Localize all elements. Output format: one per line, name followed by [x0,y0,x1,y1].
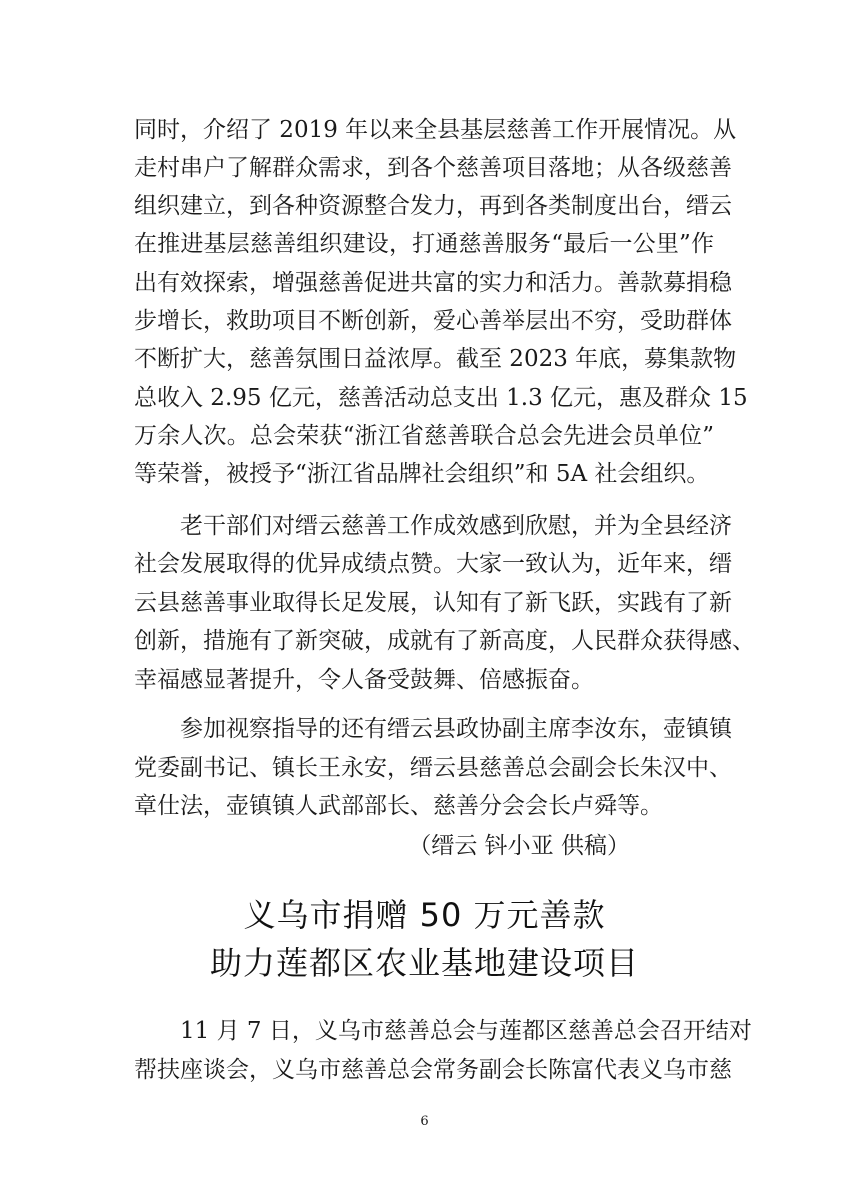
body-text-line: 幸福感显著提升，令人备受鼓舞、倍感振奋。 [134,667,594,693]
body-text-line: 党委副书记、镇长王永安，缙云县慈善总会副会长朱汉中、 [134,755,732,781]
body-text-line: 参加视察指导的还有缙云县政协副主席李汝东，壶镇镇 [180,716,732,742]
body-text-line: 总收入 2.95 亿元，慈善活动总支出 1.3 亿元，惠及群众 15 [134,385,748,411]
body-text-line: 组织建立，到各种资源整合发力，再到各类制度出台，缙云 [134,193,732,219]
page-number: 6 [420,1114,429,1129]
body-text-line: 社会发展取得的优异成绩点赞。大家一致认为，近年来，缙 [134,551,732,577]
article-title-line-1: 义乌市捐赠 50 万元善款 [243,896,606,934]
body-text-line: 11 月 7 日，义乌市慈善总会与莲都区慈善总会召开结对 [180,1018,752,1044]
body-text-line: 同时，介绍了 2019 年以来全县基层慈善工作开展情况。从 [134,117,737,143]
article-attribution: （缙云 钭小亚 供稿） [408,833,630,859]
body-text-line: 不断扩大，慈善氛围日益浓厚。截至 2023 年底，募集款物 [134,346,737,372]
body-text-line: 出有效探索，增强慈善促进共富的实力和活力。善款募捐稳 [134,270,732,296]
body-text-line: 章仕法，壶镇镇人武部部长、慈善分会会长卢舜等。 [134,793,663,819]
body-text-line: 在推进基层慈善组织建设，打通慈善服务“最后一公里”作 [134,231,714,257]
body-text-line: 等荣誉，被授予“浙江省品牌社会组织”和 5A 社会组织。 [134,461,710,487]
body-text-line: 老干部们对缙云慈善工作成效感到欣慰，并为全县经济 [180,513,732,539]
article-title-line-2: 助力莲都区农业基地建设项目 [209,944,639,982]
body-text-line: 步增长，救助项目不断创新，爱心善举层出不穷，受助群体 [134,308,732,334]
body-text-line: 走村串户了解群众需求，到各个慈善项目落地；从各级慈善 [134,155,732,181]
body-text-line: 万余人次。总会荣获“浙江省慈善联合总会先进会员单位” [134,423,714,449]
body-text-line: 云县慈善事业取得长足发展，认知有了新飞跃，实践有了新 [134,590,732,616]
body-text-line: 帮扶座谈会，义乌市慈善总会常务副会长陈富代表义乌市慈 [134,1057,732,1083]
body-text-line: 创新，措施有了新突破，成就有了新高度，人民群众获得感、 [134,628,755,654]
